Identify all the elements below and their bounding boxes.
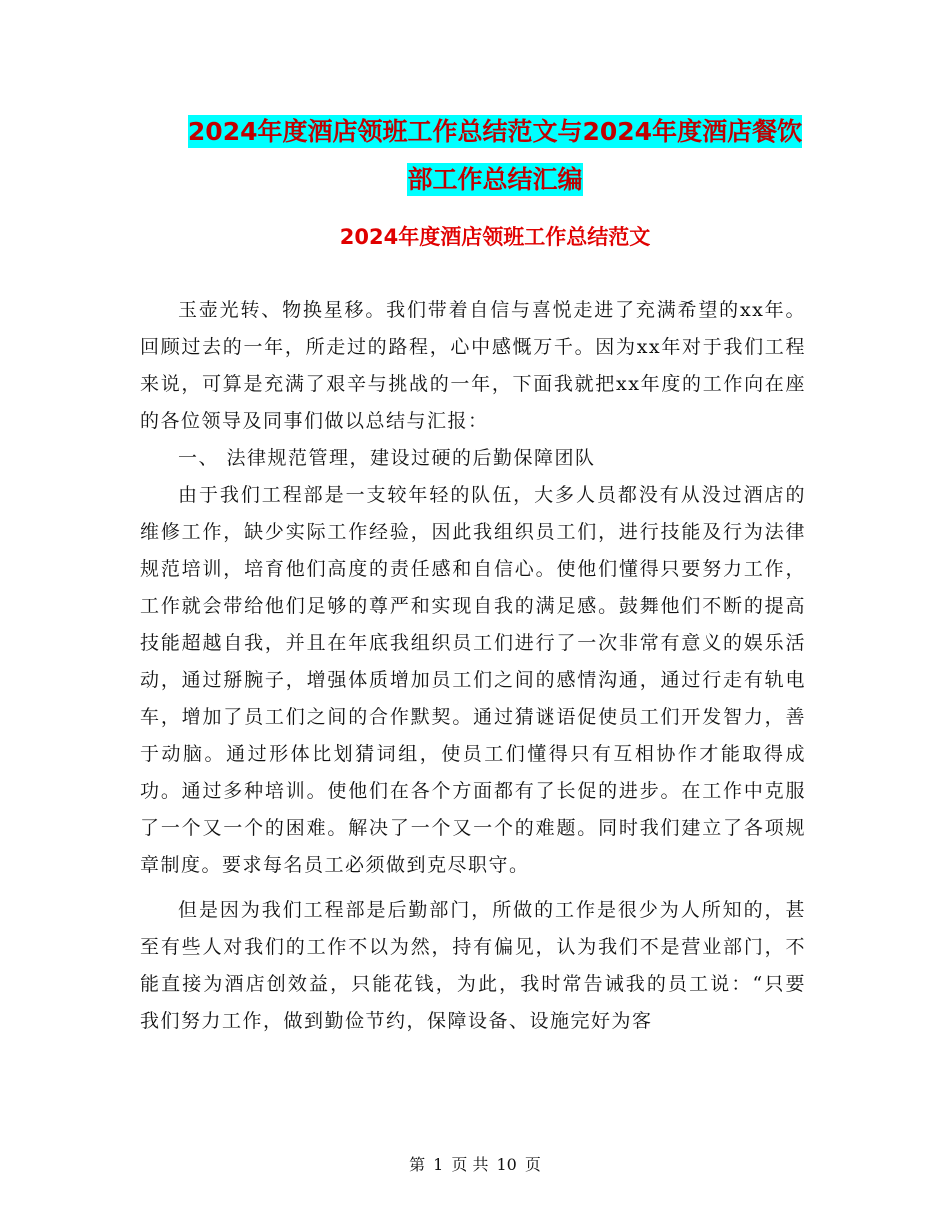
paragraph-intro: 玉壶光转、物换星移。我们带着自信与喜悦走进了充满希望的xx年。回顾过去的一年，所走过的路程，心中感慨万千。因为xx年对于我们工程来说，可算是充满了艰辛与挑战的一年，下面我就把xx年度的工作向在座的各位领导及同事们做以总结与汇报： — [140, 299, 806, 432]
section-title: 2024年度酒店领班工作总结范文 — [339, 225, 651, 249]
title-line-1: 2024年度酒店领班工作总结范文与2024年度酒店餐饮 — [187, 117, 803, 146]
document-title — [140, 108, 850, 204]
footer-total-pages: 10 — [496, 1155, 517, 1174]
footer-suffix: 页 — [524, 1155, 541, 1174]
paragraph-training: 由于我们工程部是一支较年轻的队伍，大多人员都没有从没过酒店的维修工作，缺少实际工作经验，因此我组织员工们，进行技能及行为法律规范培训，培育他们高度的责任感和自信心。使他们懂得只要努力工作，工作就会带给他们足够的尊严和实现自我的满足感。鼓舞他们不断的提高技能超越自我，并且在年底我组织员工们进行了一次非常有意义的娱乐活动，通过掰腕子，增强体质增加员工们之间的感情沟通，通过行走有轨电车，增加了员工们之间的合作默契。通过猜谜语促使员工们开发智力，善于动脑。通过形体比划猜词组，使员工们懂得只有互相协作才能取得成功。通过多种培训。使他们在各个方面都有了长促的进步。在工作中克服了一个又一个的困难。解决了一个又一个的难题。同时我们建立了各项规章制度。要求每名员工必须做到克尽职守。 — [140, 484, 806, 876]
paragraph-logistics: 但是因为我们工程部是后勤部门，所做的工作是很少为人所知的，甚至有些人对我们的工作不以为然，持有偏见，认为我们不是营业部门，不能直接为酒店创效益，只能花钱，为此，我时常告诫我的员工说：“只要我们努力工作，做到勤俭节约，保障设备、设施完好为客 — [140, 899, 806, 1032]
footer-page-number: 1 — [433, 1155, 444, 1174]
footer-prefix: 第 — [409, 1155, 426, 1174]
page-footer — [0, 1152, 950, 1175]
document-body — [140, 292, 806, 1040]
footer-middle: 页 共 — [451, 1155, 489, 1174]
title-line-2: 部工作总结汇编 — [407, 165, 583, 194]
paragraph-heading-1: 一、 法律规范管理，建设过硬的后勤保障团队 — [178, 447, 596, 469]
